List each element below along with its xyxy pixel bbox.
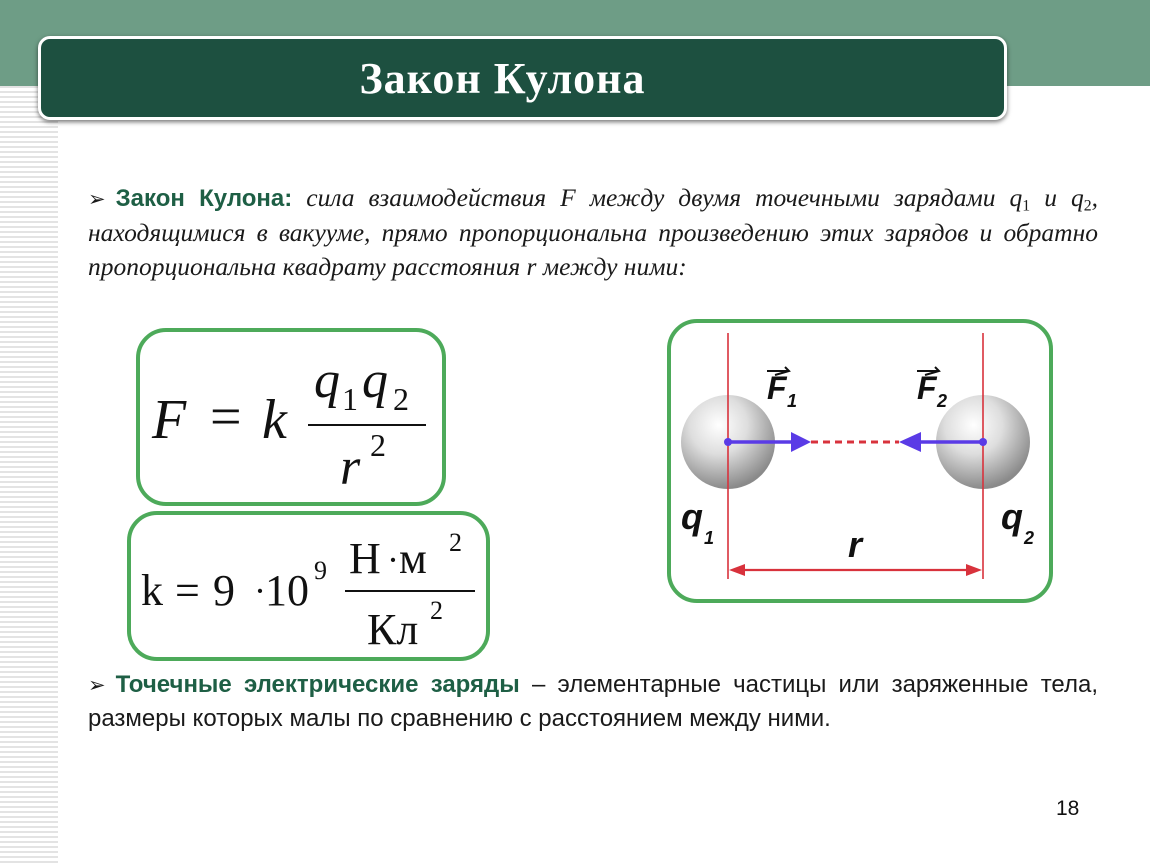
charge-symbol: q (314, 352, 340, 409)
slide-title: Закон Кулона (359, 53, 646, 103)
charge-symbol: q (1009, 183, 1023, 212)
k-constant-formula (131, 515, 486, 657)
distance-symbol: r (340, 439, 361, 496)
coulomb-formula (140, 332, 442, 502)
subscript: 2 (1083, 197, 1092, 215)
point-charges-text: – элементарные частицы или заряженные тела, размеры которых малы по сравнению с расстоянием между ними. (88, 671, 1098, 732)
exponent: 2 (430, 596, 443, 625)
exponent: 2 (370, 427, 386, 463)
point-charges-term: Точечные электрические заряды (115, 671, 520, 698)
definition-text: между двумя точечными зарядами (575, 183, 1010, 212)
definition-text: сила взаимодействия (292, 183, 561, 212)
meter-unit: м (399, 534, 427, 583)
charge-label-q1: q (681, 496, 703, 537)
force-symbol: F (560, 183, 576, 212)
decorative-stripes (0, 86, 58, 864)
charge-symbol: q (362, 352, 388, 409)
subscript: 1 (342, 381, 358, 417)
force-label-f1: F (767, 370, 787, 406)
subscript: 2 (1024, 528, 1035, 548)
coulomb-formula-box (136, 328, 446, 506)
arrow-bullet-icon: ➢ (88, 187, 106, 211)
arrowhead-icon (729, 564, 745, 576)
exponent: 2 (449, 528, 462, 557)
definition-text: между ними: (536, 252, 687, 281)
point-charges-definition (88, 668, 1098, 736)
exponent: 9 (314, 556, 327, 585)
force-label-f2: F (917, 370, 937, 406)
distance-label: r (848, 524, 863, 565)
subscript: 1 (704, 528, 715, 548)
definition-term: Закон Кулона: (115, 185, 293, 212)
multiply-dot: · (254, 571, 266, 611)
multiply-dot: · (387, 540, 399, 580)
definition-text: , находящимися в вакууме, прямо пропорциональна произведению этих зарядов и обратно пропорциональна квадрату расстояния (88, 183, 1098, 281)
title-bar (38, 36, 1007, 120)
newton-unit: Н (349, 534, 381, 583)
number-ten: 10 (265, 566, 309, 615)
force-symbol: F (152, 389, 187, 451)
arrowhead-icon (791, 432, 811, 452)
charges-diagram (667, 319, 1053, 603)
charges-illustration (671, 323, 1049, 599)
charge-point (979, 438, 987, 446)
constant-symbol: k (141, 566, 163, 615)
coulomb-unit: Кл (367, 605, 419, 654)
distance-symbol: r (526, 252, 537, 281)
subscript: 1 (1022, 197, 1031, 215)
subscript: 2 (937, 391, 948, 411)
charge-label-q2: q (1001, 496, 1023, 537)
equals-sign: = (210, 386, 242, 448)
constant-symbol: k (262, 389, 287, 451)
subscript: 2 (393, 381, 409, 417)
subscript: 1 (787, 391, 798, 411)
arrowhead-icon (966, 564, 982, 576)
k-constant-box (127, 511, 490, 661)
charge-point (724, 438, 732, 446)
coulomb-law-definition (88, 181, 1098, 284)
charge-symbol: q (1070, 183, 1084, 212)
number-nine: 9 (213, 566, 235, 615)
arrow-bullet-icon: ➢ (88, 673, 106, 697)
arrowhead-icon (899, 432, 921, 452)
equals-sign: = (175, 566, 200, 615)
page-number: 18 (1056, 797, 1080, 820)
definition-text: и (1030, 183, 1071, 212)
